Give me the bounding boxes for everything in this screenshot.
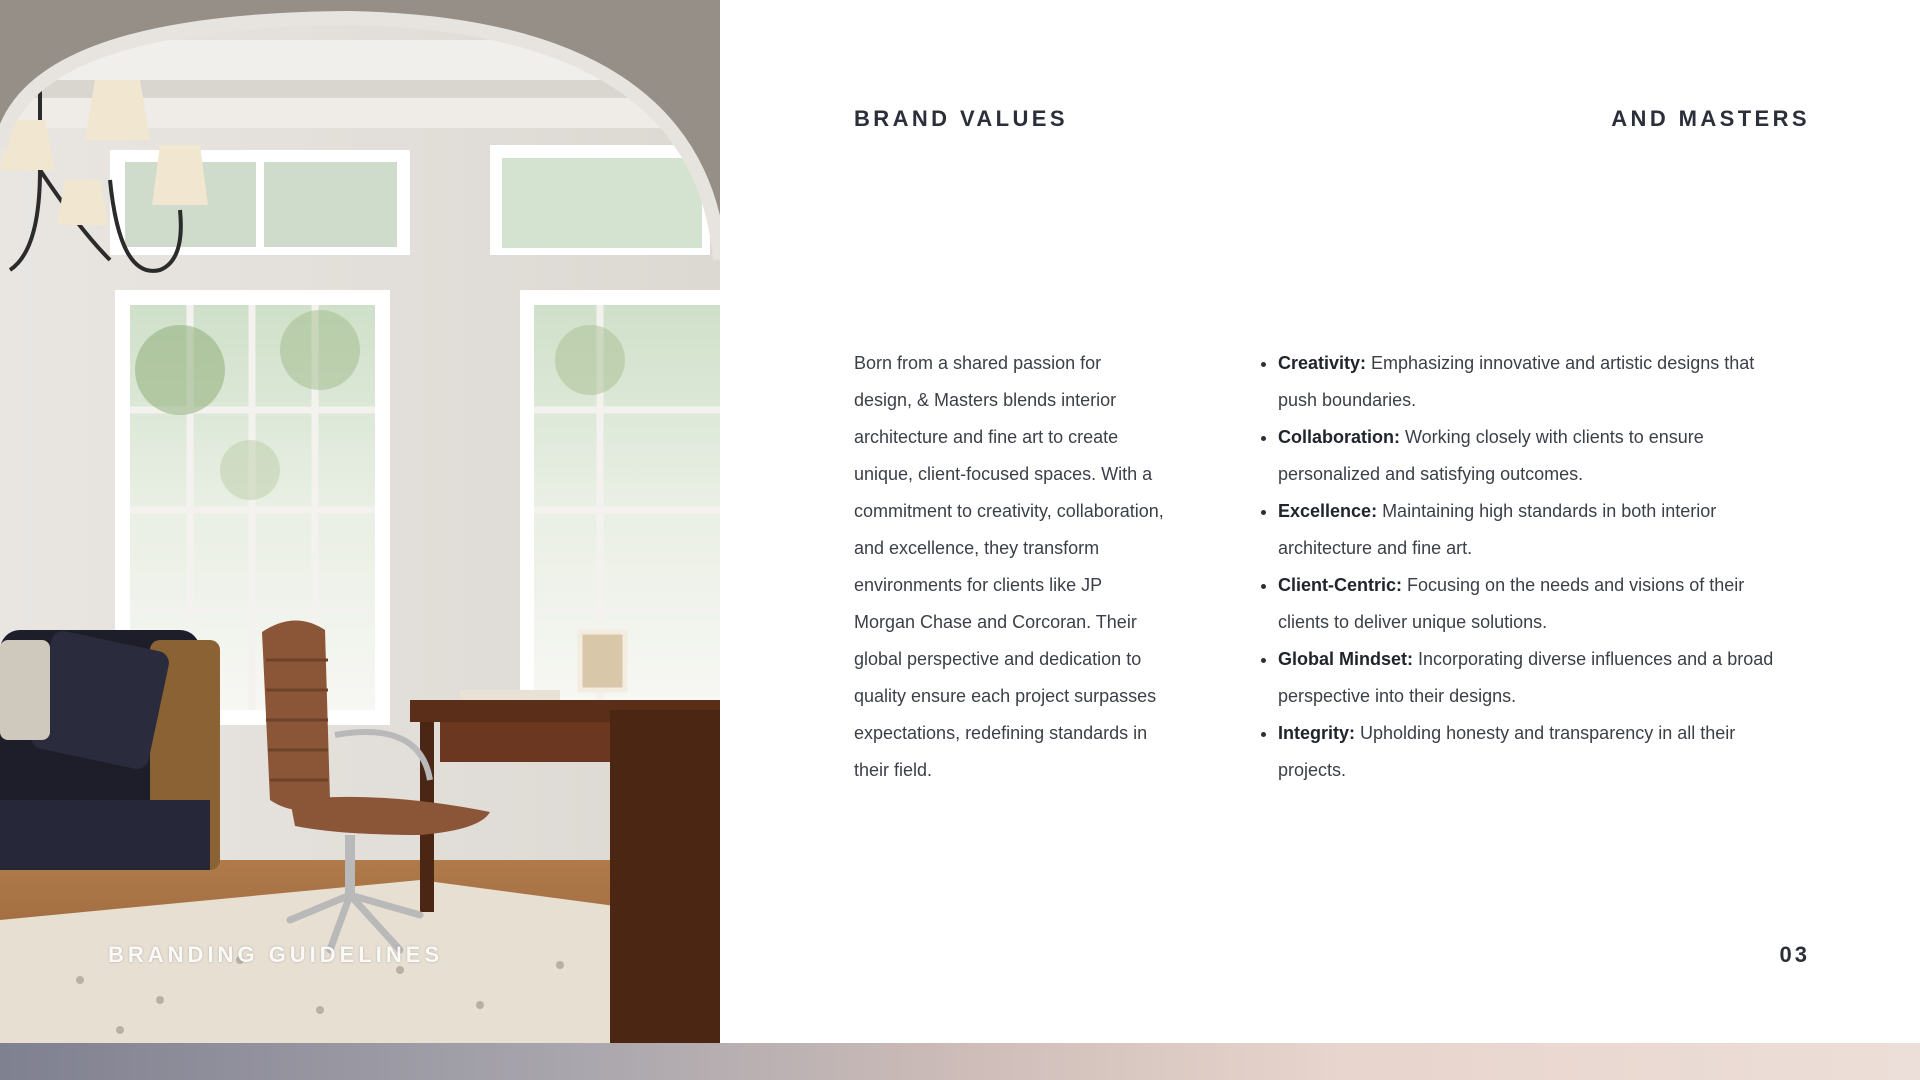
- value-term: Collaboration:: [1278, 427, 1400, 447]
- list-item: [1278, 715, 1788, 789]
- list-item: [1278, 493, 1788, 567]
- value-description: Focusing on the needs and visions of their clients to deliver unique solutions.: [1278, 575, 1745, 632]
- value-description: Emphasizing innovative and artistic designs that push boundaries.: [1278, 353, 1755, 410]
- page-number: 03: [1779, 942, 1810, 967]
- interior-photo-illustration: [0, 0, 720, 1043]
- value-term: Global Mindset:: [1278, 649, 1413, 669]
- list-item: [1278, 567, 1788, 641]
- value-description: Maintaining high standards in both interior architecture and fine art.: [1278, 501, 1717, 558]
- list-item: [1278, 419, 1788, 493]
- bottom-gradient-bar: [0, 1043, 1920, 1080]
- brand-values-heading: BRAND VALUES: [854, 106, 1068, 131]
- interior-photo: [0, 0, 720, 1043]
- brand-values-list: [1256, 345, 1788, 789]
- value-term: Excellence:: [1278, 501, 1378, 521]
- intro-paragraph: Born from a shared passion for design, & Masters blends interior architecture and fine art to create unique, client-focused spaces. With a commitment to creativity, collaboration, and excellence, they transform environments for clients like JP Morgan Chase and Corcoran. Their global perspective and dedication to quality ensure each project surpasses expectations, redefining standards in their field.: [854, 353, 1164, 780]
- value-description: Working closely with clients to ensure personalized and satisfying outcomes.: [1278, 427, 1704, 484]
- list-item: [1278, 345, 1788, 419]
- branding-guidelines-label: BRANDING GUIDELINES: [108, 942, 444, 967]
- value-description: Upholding honesty and transparency in all their projects.: [1278, 723, 1736, 780]
- list-item: [1278, 641, 1788, 715]
- brand-name-heading: AND MASTERS: [1611, 106, 1810, 131]
- value-description: Incorporating diverse influences and a broad perspective into their designs.: [1278, 649, 1774, 706]
- value-term: Integrity:: [1278, 723, 1356, 743]
- value-term: Client-Centric:: [1278, 575, 1403, 595]
- value-term: Creativity:: [1278, 353, 1367, 373]
